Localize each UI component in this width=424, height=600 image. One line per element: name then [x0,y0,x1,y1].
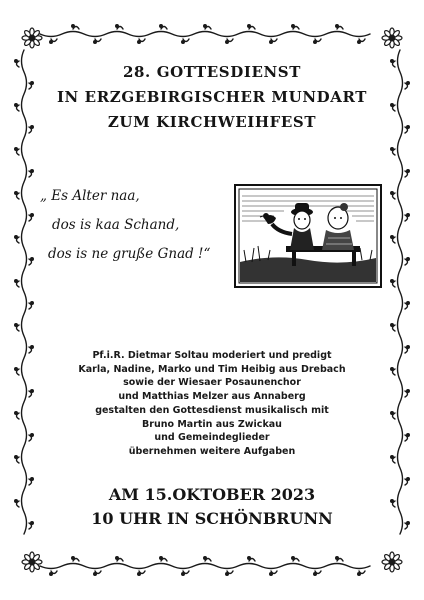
vine-leaf [31,258,34,261]
event-date: AM 15.OKTOBER 2023 [108,485,316,504]
heading-line-1: 28. GOTTESDIENST [122,63,301,81]
vine-leaf [160,557,163,560]
participants-line: und Gemeindeglieder [154,432,270,444]
vine-leaf [407,170,410,173]
vine-leaf [31,126,34,129]
vine-leaf [314,573,317,576]
vine-leaf [270,41,273,44]
vine-leaf [138,41,141,44]
vine-leaf [15,500,18,503]
vine-leaf [94,573,97,576]
vine-leaf [116,25,119,28]
quote-line-2: dos is kaa Schand, [52,217,180,233]
vine-leaf [31,478,34,481]
vine-leaf [407,258,410,261]
vine-leaf [391,280,394,283]
event-time-place: 10 UHR IN SCHÖNBRUNN [91,509,333,528]
participants-line: sowie der Wiesaer Posaunenchor [123,377,301,389]
vine-leaf [31,522,34,525]
vine-leaf [226,573,229,576]
vine-leaf [407,522,410,525]
vine-leaf [226,41,229,44]
vine-leaf [292,25,295,28]
heading-line-3: ZUM KIRCHWEIHFEST [107,113,317,131]
vine-leaf [138,573,141,576]
vine-leaf [248,25,251,28]
vine-leaf [204,557,207,560]
vine-leaf [336,557,339,560]
vine-leaf [407,214,410,217]
vine-leaf [407,390,410,393]
vine-leaf [182,573,185,576]
vine-leaf [72,557,75,560]
participants-line: Bruno Martin aus Zwickau [142,418,282,430]
flower-center [389,559,396,566]
dialect-quote [40,182,230,269]
vine-leaf [15,60,18,63]
participants-line: gestalten den Gottesdienst musikalisch mit [95,404,329,416]
vine-leaf [15,456,18,459]
vine-leaf [391,148,394,151]
event-info [40,483,384,531]
corner-flower-icon [382,552,402,572]
vine-leaf [407,82,410,85]
flower-center [29,559,36,566]
vine-leaf [160,25,163,28]
vine-stem [40,564,370,569]
vine-leaf [182,41,185,44]
vine-leaf [31,170,34,173]
vine-leaf [407,478,410,481]
flower-center [389,35,396,42]
vine-leaf [407,126,410,129]
vine-leaf [391,324,394,327]
vine-leaf [358,573,361,576]
vine-leaf [270,573,273,576]
woodcut-couple-icon [234,184,382,288]
vine-leaf [72,25,75,28]
vine-leaf [15,104,18,107]
vine-leaf [248,557,251,560]
participants-line: Pf.i.R. Dietmar Soltau moderiert und predigt [92,350,332,361]
flower-center [29,35,36,42]
vine-leaf [15,280,18,283]
vine-leaf [31,214,34,217]
corner-flower-icon [22,552,42,572]
vine-leaf [204,25,207,28]
vine-leaf [15,412,18,415]
vine-leaf [50,41,53,44]
vine-leaf [31,82,34,85]
vine-leaf [391,236,394,239]
vine-leaf [15,368,18,371]
vine-leaf [31,302,34,305]
vine-leaf [391,60,394,63]
vine-leaf [407,434,410,437]
participants-line: Karla, Nadine, Marko und Tim Heibig aus Drebach [78,363,346,375]
vine-leaf [15,192,18,195]
vine-leaf [336,25,339,28]
vine-stem [398,50,403,534]
vine-leaf [50,573,53,576]
vine-leaf [358,41,361,44]
vine-leaf [391,104,394,107]
vine-leaf [31,346,34,349]
vine-leaf [116,557,119,560]
vine-leaf [292,557,295,560]
participants-list [30,349,394,459]
quote-line-3: dos is ne gruße Gnad !“ [48,246,211,262]
vine-leaf [15,236,18,239]
vine-leaf [407,346,410,349]
vine-leaf [407,302,410,305]
heading-line-2: IN ERZGEBIRGISCHER MUNDART [56,88,368,106]
participants-line: übernehmen weitere Aufgaben [128,445,296,457]
vine-leaf [391,192,394,195]
vine-leaf [314,41,317,44]
vine-stem [40,32,370,37]
corner-flower-icon [382,28,402,48]
quote-line-1: „ Es Alter naa, [40,188,140,204]
heading [40,60,384,135]
participants-line: und Matthias Melzer aus Annaberg [118,391,306,403]
vine-leaf [15,148,18,151]
vine-stem [22,50,27,534]
corner-flower-icon [22,28,42,48]
vine-leaf [391,500,394,503]
vine-leaf [15,324,18,327]
vine-leaf [94,41,97,44]
